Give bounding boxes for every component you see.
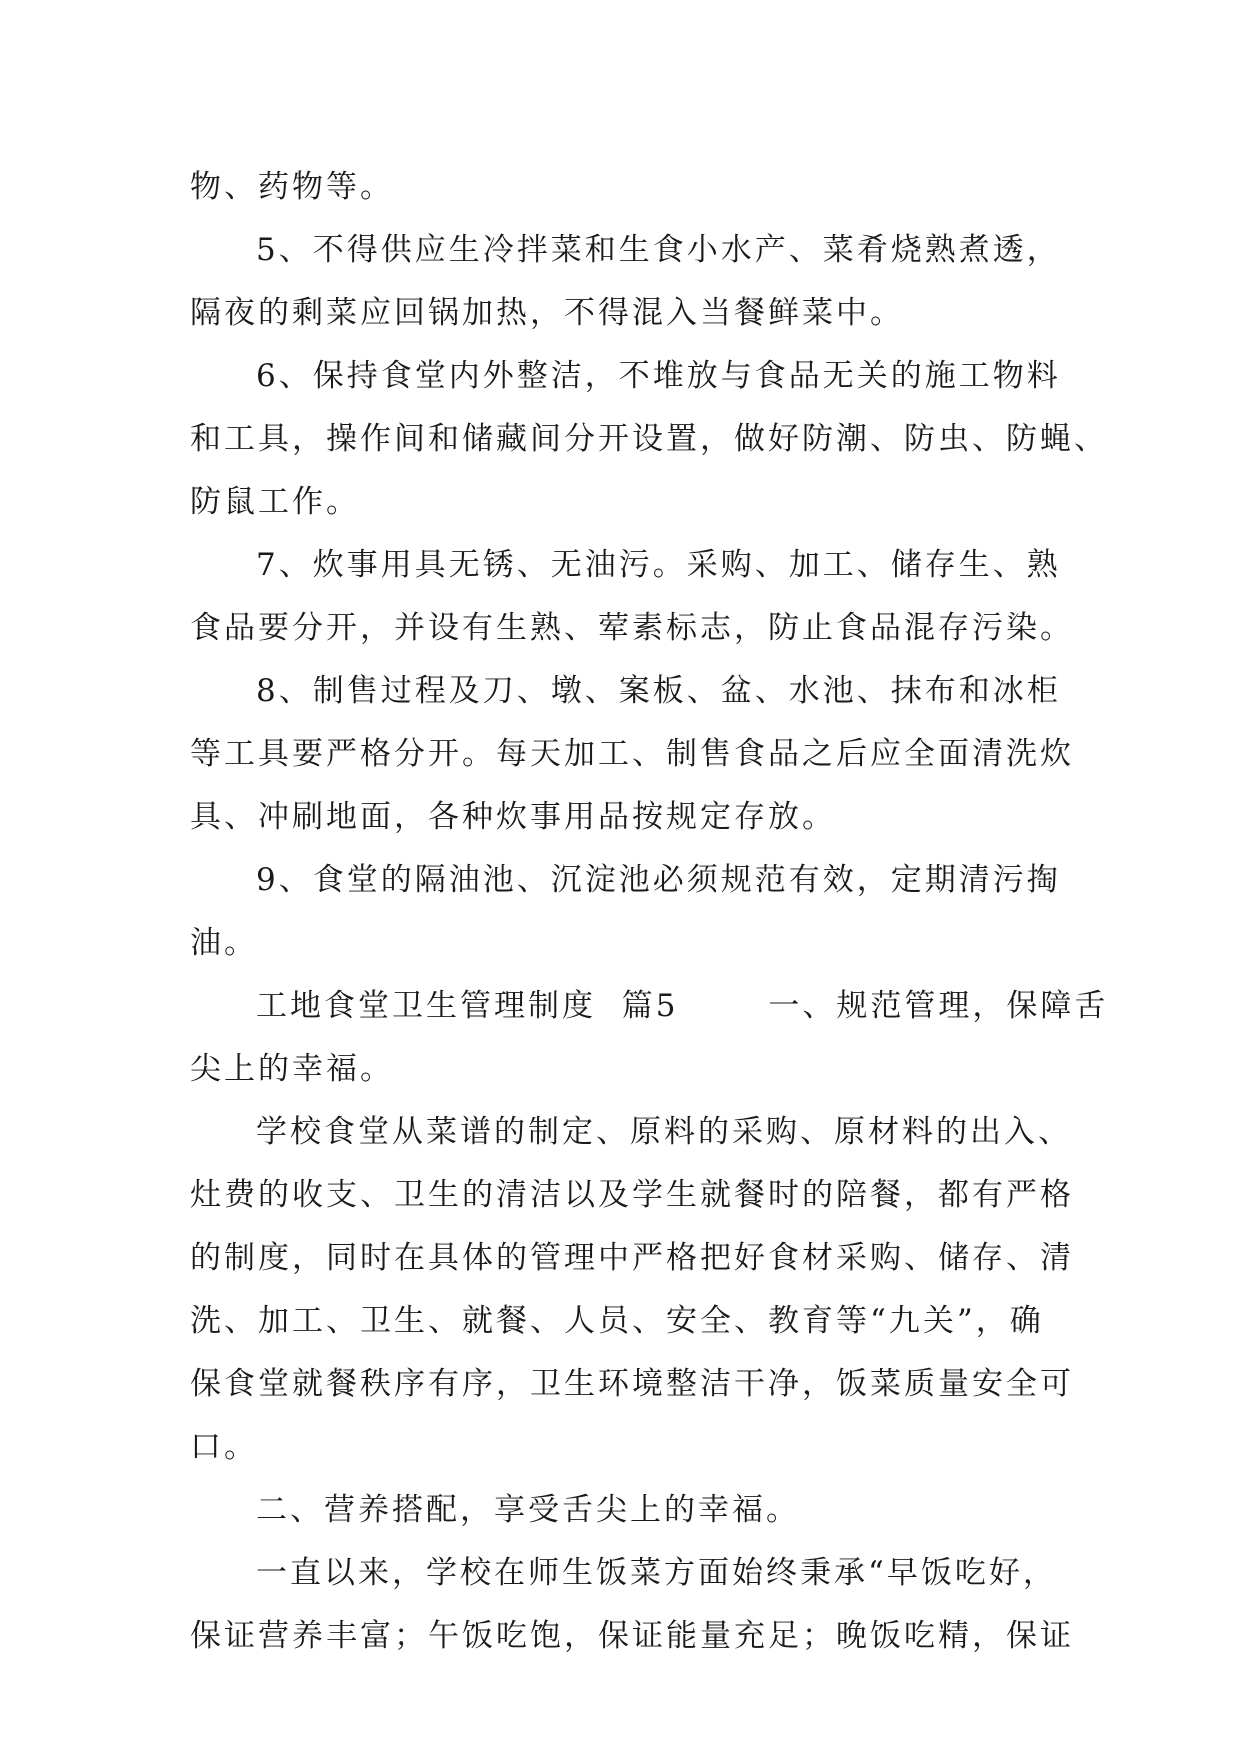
- text-line: 保食堂就餐秩序有序，卫生环境整洁干净，饭菜质量安全可: [190, 1366, 1074, 1402]
- text-line: 保证营养丰富；午饭吃饱，保证能量充足；晚饭吃精，保证: [190, 1618, 1074, 1654]
- text-line: 二、营养搭配，享受舌尖上的幸福。: [256, 1492, 800, 1528]
- text-line: 的制度，同时在具体的管理中严格把好食材采购、储存、清: [190, 1240, 1074, 1276]
- text-line: 和工具，操作间和储藏间分开设置，做好防潮、防虫、防蝇、: [190, 421, 1108, 457]
- text-line: 物、药物等。: [190, 169, 394, 205]
- text-line: 学校食堂从菜谱的制定、原料的采购、原材料的出入、: [256, 1114, 1072, 1150]
- text-line: 食品要分开，并设有生熟、荤素标志，防止食品混存污染。: [190, 610, 1074, 646]
- text-line: 防鼠工作。: [190, 484, 360, 520]
- text-line: 尖上的幸福。: [190, 1051, 394, 1087]
- text-line: 等工具要严格分开。每天加工、制售食品之后应全面清洗炊: [190, 736, 1074, 772]
- text-line: 5、不得供应生冷拌菜和生食小水产、菜肴烧熟煮透，: [256, 232, 1061, 268]
- text-line: 6、保持食堂内外整洁，不堆放与食品无关的施工物料: [256, 358, 1061, 394]
- text-line: 隔夜的剩菜应回锅加热，不得混入当餐鲜菜中。: [190, 295, 904, 331]
- section-heading-line: 工地食堂卫生管理制度 篇5 一、规范管理，保障舌: [256, 988, 1109, 1024]
- document-body: [190, 156, 1109, 1668]
- text-line: 洗、加工、卫生、就餐、人员、安全、教育等“九关”，确: [190, 1303, 1044, 1339]
- text-line: 油。: [190, 925, 258, 961]
- text-line: 7、炊事用具无锈、无油污。采购、加工、储存生、熟: [256, 547, 1061, 583]
- text-line: 一直以来，学校在师生饭菜方面始终秉承“早饭吃好，: [256, 1555, 1057, 1591]
- text-line: 口。: [190, 1429, 258, 1465]
- text-line: 9、食堂的隔油池、沉淀池必须规范有效，定期清污掏: [256, 862, 1061, 898]
- text-line: 8、制售过程及刀、墩、案板、盆、水池、抹布和冰柜: [256, 673, 1061, 709]
- text-line: 具、冲刷地面，各种炊事用品按规定存放。: [190, 799, 836, 835]
- text-line: 灶费的收支、卫生的清洁以及学生就餐时的陪餐，都有严格: [190, 1177, 1074, 1213]
